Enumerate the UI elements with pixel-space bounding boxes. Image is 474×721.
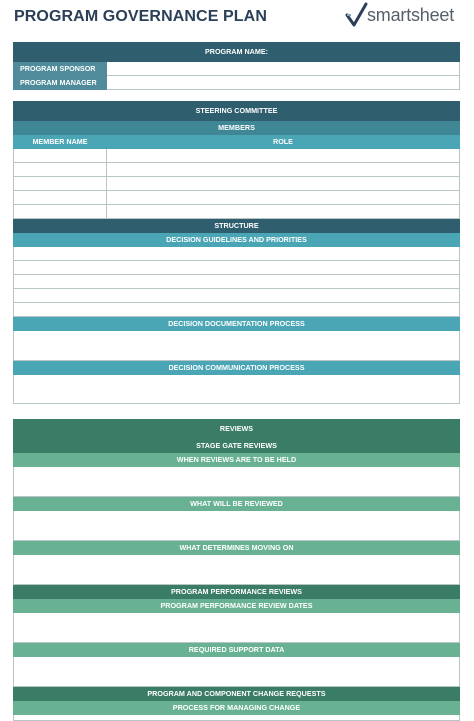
members-header: MEMBERS [14,121,460,135]
program-name-header: PROGRAM NAME: [14,43,460,62]
when-reviews-held-field[interactable] [14,467,460,497]
decision-communication-field[interactable] [14,375,460,404]
member-name-cell[interactable] [14,191,107,205]
role-cell[interactable] [107,177,460,191]
guideline-row[interactable] [14,289,460,303]
program-sponsor-field[interactable] [107,62,460,76]
role-cell[interactable] [107,205,460,219]
moving-on-field[interactable] [14,555,460,585]
role-cell[interactable] [107,191,460,205]
member-name-cell[interactable] [14,149,107,163]
what-reviewed-field[interactable] [14,511,460,541]
what-reviewed-header: WHAT WILL BE REVIEWED [14,497,460,511]
performance-review-dates-field[interactable] [14,613,460,643]
member-name-cell[interactable] [14,205,107,219]
support-data-header: REQUIRED SUPPORT DATA [14,643,460,657]
guideline-row[interactable] [14,247,460,261]
program-sponsor-label: PROGRAM SPONSOR [14,62,107,76]
steering-committee-table [13,101,460,404]
brand-wordmark: smartsheet [367,5,455,25]
member-name-cell[interactable] [14,177,107,191]
guideline-row[interactable] [14,275,460,289]
reviews-table [13,419,460,721]
managing-change-header: PROCESS FOR MANAGING CHANGE [14,701,460,715]
decision-guidelines-header: DECISION GUIDELINES AND PRIORITIES [14,233,460,247]
program-manager-field[interactable] [107,76,460,90]
member-name-cell[interactable] [14,163,107,177]
decision-communication-header: DECISION COMMUNICATION PROCESS [14,361,460,375]
program-manager-label: PROGRAM MANAGER [14,76,107,90]
role-cell[interactable] [107,163,460,177]
when-reviews-held-header: WHEN REVIEWS ARE TO BE HELD [14,453,460,467]
reviews-header: REVIEWS [14,420,460,439]
stage-gate-reviews-header: STAGE GATE REVIEWS [14,439,460,453]
decision-documentation-header: DECISION DOCUMENTATION PROCESS [14,317,460,331]
program-info-table [13,42,460,90]
performance-review-dates-header: PROGRAM PERFORMANCE REVIEW DATES [14,599,460,613]
guideline-row[interactable] [14,261,460,275]
structure-header: STRUCTURE [14,219,460,233]
moving-on-header: WHAT DETERMINES MOVING ON [14,541,460,555]
decision-documentation-field[interactable] [14,331,460,361]
role-cell[interactable] [107,149,460,163]
steering-committee-header: STEERING COMMITTEE [14,102,460,121]
member-name-column-header: MEMBER NAME [14,135,107,149]
smartsheet-logo [345,2,463,30]
guideline-row[interactable] [14,303,460,317]
performance-reviews-header: PROGRAM PERFORMANCE REVIEWS [14,585,460,599]
support-data-field[interactable] [14,657,460,687]
document-title: PROGRAM GOVERNANCE PLAN [14,8,267,25]
managing-change-field[interactable] [14,715,460,721]
change-requests-header: PROGRAM AND COMPONENT CHANGE REQUESTS [14,687,460,701]
checkmark-logo-icon [345,2,369,30]
role-column-header: ROLE [107,135,460,149]
